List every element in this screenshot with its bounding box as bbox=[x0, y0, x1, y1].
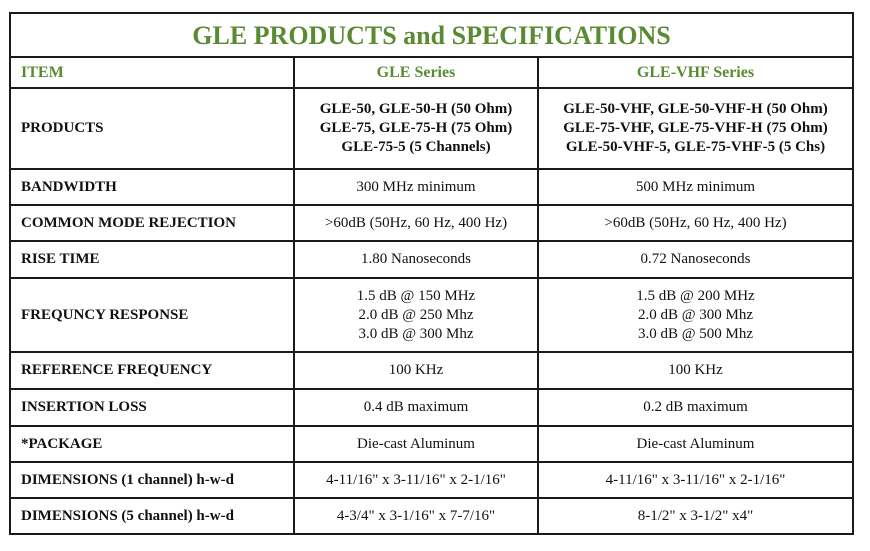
gle-value-line: 2.0 dB @ 250 Mhz bbox=[358, 306, 474, 323]
row-label: DIMENSIONS (1 channel) h-w-d bbox=[10, 462, 294, 498]
gle-value-line: GLE-50, GLE-50-H (50 Ohm) bbox=[319, 101, 513, 117]
gle-value: 4-3/4" x 3-1/16" x 7-7/16" bbox=[294, 498, 538, 534]
gle-value: 4-11/16" x 3-11/16" x 2-1/16" bbox=[294, 462, 538, 498]
table-row bbox=[10, 352, 853, 389]
vhf-value-line: 3.0 dB @ 500 Mhz bbox=[637, 325, 754, 342]
vhf-value: 0.72 Nanoseconds bbox=[538, 241, 853, 278]
row-label: *PACKAGE bbox=[10, 426, 294, 462]
row-label: PRODUCTS bbox=[10, 88, 294, 169]
vhf-value-line: GLE-50-VHF-5, GLE-75-VHF-5 (5 Chs) bbox=[565, 139, 826, 155]
gle-value-line: GLE-75-5 (5 Channels) bbox=[341, 139, 491, 155]
row-label: FREQUNCY RESPONSE bbox=[10, 278, 294, 352]
header-row bbox=[10, 57, 853, 88]
table-row bbox=[10, 205, 853, 241]
row-label: COMMON MODE REJECTION bbox=[10, 205, 294, 241]
row-label: INSERTION LOSS bbox=[10, 389, 294, 426]
gle-value bbox=[294, 88, 538, 169]
vhf-value-line: 1.5 dB @ 200 MHz bbox=[636, 287, 755, 304]
column-header-gle-vhf-series: GLE-VHF Series bbox=[538, 57, 853, 88]
vhf-value: 4-11/16" x 3-11/16" x 2-1/16" bbox=[538, 462, 853, 498]
row-label: DIMENSIONS (5 channel) h-w-d bbox=[10, 498, 294, 534]
vhf-value-line: GLE-50-VHF, GLE-50-VHF-H (50 Ohm) bbox=[563, 101, 828, 117]
title-row bbox=[10, 13, 853, 57]
gle-value: 300 MHz minimum bbox=[294, 169, 538, 205]
gle-value: Die-cast Aluminum bbox=[294, 426, 538, 462]
gle-value: >60dB (50Hz, 60 Hz, 400 Hz) bbox=[294, 205, 538, 241]
vhf-value bbox=[538, 278, 853, 352]
row-label: RISE TIME bbox=[10, 241, 294, 278]
vhf-value: >60dB (50Hz, 60 Hz, 400 Hz) bbox=[538, 205, 853, 241]
column-header-item: ITEM bbox=[10, 57, 294, 88]
row-label: BANDWIDTH bbox=[10, 169, 294, 205]
vhf-value: 500 MHz minimum bbox=[538, 169, 853, 205]
gle-value: 0.4 dB maximum bbox=[294, 389, 538, 426]
vhf-value: 8-1/2" x 3-1/2" x4" bbox=[538, 498, 853, 534]
table-row bbox=[10, 278, 853, 352]
vhf-value bbox=[538, 88, 853, 169]
vhf-value: 100 KHz bbox=[538, 352, 853, 389]
row-label: REFERENCE FREQUENCY bbox=[10, 352, 294, 389]
table-row bbox=[10, 241, 853, 278]
table-row bbox=[10, 426, 853, 462]
gle-value: 1.80 Nanoseconds bbox=[294, 241, 538, 278]
vhf-value: 0.2 dB maximum bbox=[538, 389, 853, 426]
gle-value-line: 3.0 dB @ 300 Mhz bbox=[358, 325, 474, 342]
gle-value bbox=[294, 278, 538, 352]
table-title: GLE PRODUCTS and SPECIFICATIONS bbox=[10, 13, 853, 57]
table-row bbox=[10, 389, 853, 426]
table-row bbox=[10, 169, 853, 205]
vhf-value-line: GLE-75-VHF, GLE-75-VHF-H (75 Ohm) bbox=[563, 120, 828, 136]
column-header-gle-series: GLE Series bbox=[294, 57, 538, 88]
gle-value-line: 1.5 dB @ 150 MHz bbox=[356, 287, 476, 304]
table-row bbox=[10, 462, 853, 498]
gle-value-line: GLE-75, GLE-75-H (75 Ohm) bbox=[319, 120, 513, 136]
specifications-table bbox=[9, 12, 854, 535]
table-row bbox=[10, 88, 853, 169]
gle-value: 100 KHz bbox=[294, 352, 538, 389]
vhf-value-line: 2.0 dB @ 300 Mhz bbox=[637, 306, 754, 323]
table-row bbox=[10, 498, 853, 534]
vhf-value: Die-cast Aluminum bbox=[538, 426, 853, 462]
